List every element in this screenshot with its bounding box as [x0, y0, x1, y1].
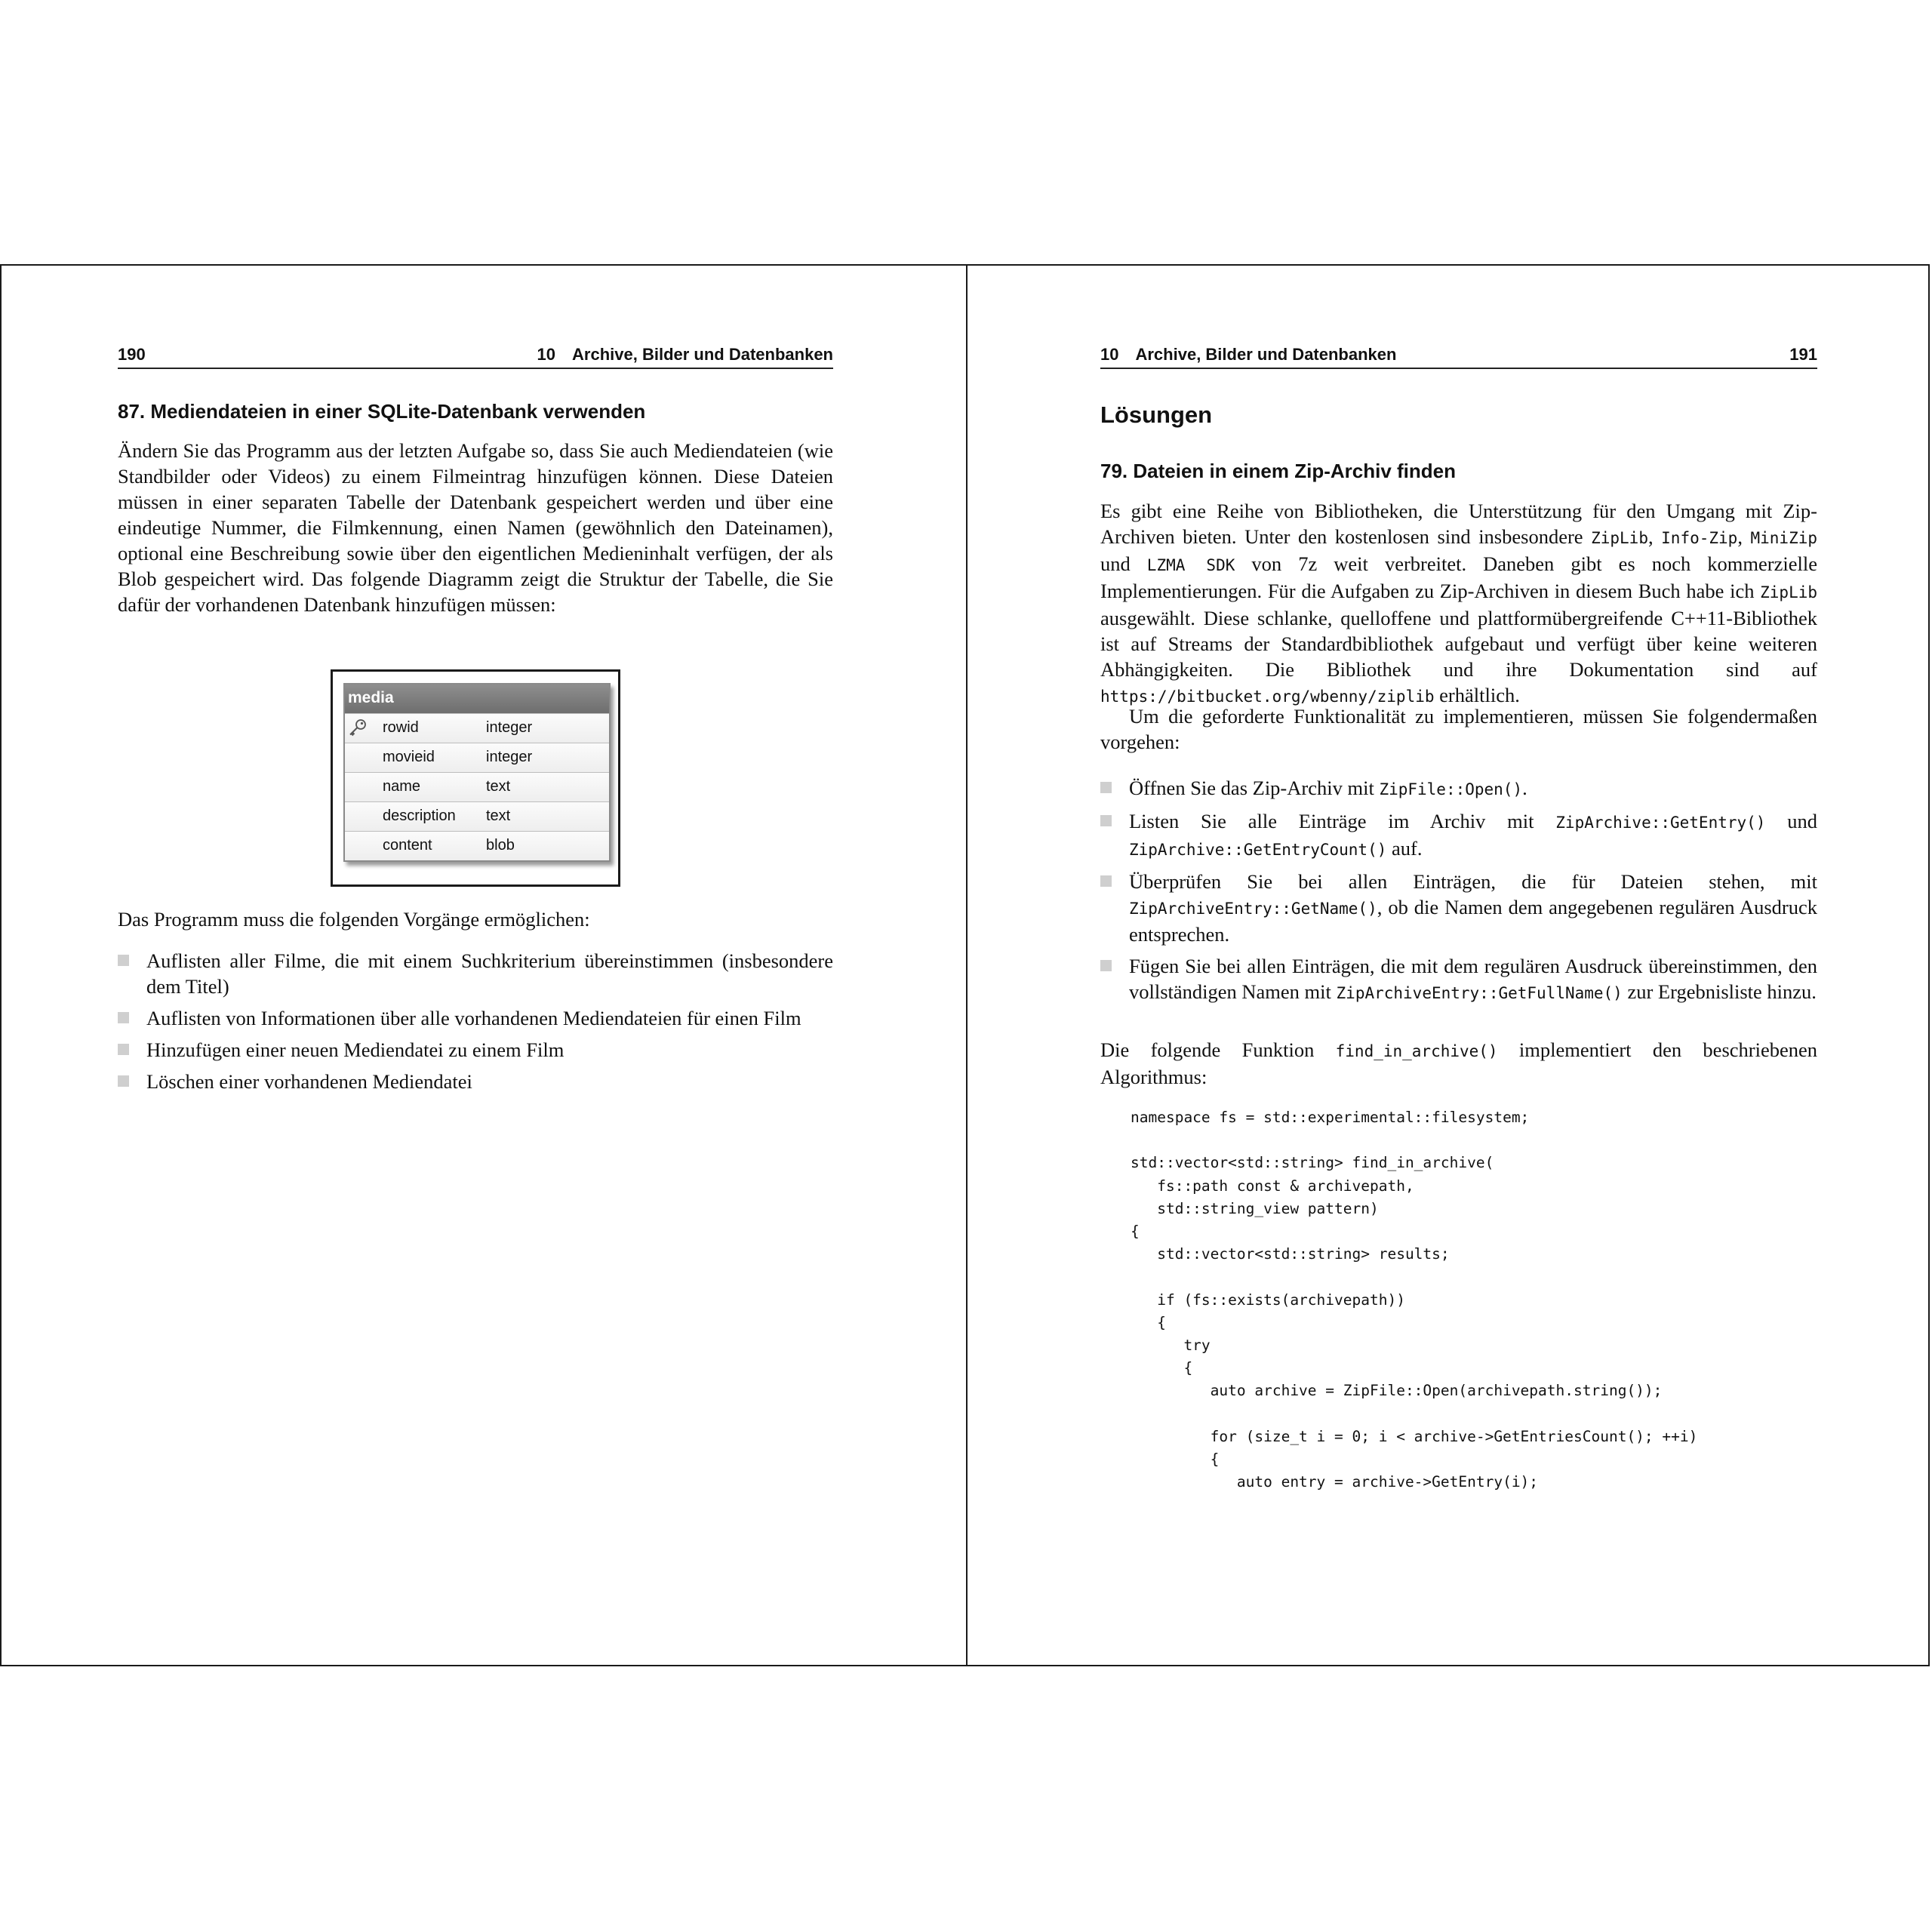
column-name: rowid — [383, 719, 419, 736]
bullet-square-icon — [118, 1075, 129, 1087]
list-item: Fügen Sie bei allen Einträgen, die mit dem regulären Ausdruck übereinstimmen, den vollständigen Namen mit ZipArchiveEntry::GetFullName() zur Ergebnisliste hinzu. — [1100, 953, 1817, 1006]
running-header — [1100, 337, 1817, 369]
chapter-title-text: Archive, Bilder und Datenbanken — [572, 345, 833, 364]
requirements-intro: Das Programm muss die folgenden Vorgänge ermöglichen: — [118, 908, 590, 931]
list-item: Überprüfen Sie bei allen Einträgen, die für Dateien stehen, mit ZipArchiveEntry::GetName(), ob die Namen dem angegebenen regulären Ausdruck entsprechen. — [1100, 869, 1817, 947]
column-name: movieid — [383, 749, 435, 765]
bullet-square-icon — [1100, 875, 1112, 887]
approach-paragraph: Um die geforderte Funktionalität zu implementieren, müssen Sie folgendermaßen vorgehen: — [1100, 705, 1817, 753]
list-item-text: Löschen einer vorhandenen Mediendatei — [146, 1070, 472, 1093]
list-item: Öffnen Sie das Zip-Archiv mit ZipFile::Open(). — [1100, 775, 1817, 802]
section-heading: 87. Mediendateien in einer SQLite-Datenbank verwenden — [118, 400, 646, 423]
function-intro: Die folgende Funktion find_in_archive() implementiert den beschriebenen Algorithmus: — [1100, 1038, 1817, 1088]
list-item-text: Auflisten von Informationen über alle vorhandenen Mediendateien für einen Film — [146, 1007, 801, 1029]
list-item — [118, 1037, 833, 1063]
media-table — [343, 683, 611, 862]
table-name: media — [345, 685, 609, 713]
left-page — [118, 266, 833, 1665]
intro-paragraph: Ändern Sie das Programm aus der letzten Aufgabe so, dass Sie auch Mediendateien (wie Standbilder oder Videos) zu einem Filmeintrag hinzufügen können. Diese Dateien müssen in einer separaten Tabelle der Datenbank gespeichert werden und über eine eindeutige Nummer, die Filmkennung, einen Namen (gewöhnlich den Dateinamen), optional eine Beschreibung sowie über den eigentlichen Medieninhalt verfügen, der als Blob gespeichert wird. Das folgende Diagramm zeigt die Struktur der Tabelle, die Sie dafür der vorhandenen Datenbank hinzufügen müssen: — [118, 439, 833, 616]
code-listing: namespace fs = std::experimental::filesystem; std::vector<std::string> find_in_archive( fs::path const & archivepath, std::string_view pattern) { std::vector<std::string> results; if (fs::exists(archivepath)) { try { auto archive = ZipFile::Open(archivepath.string()); for (size_t i = 0; i < archive->GetEntriesCount(); ++i) { auto entry = archive->GetEntry(i); — [1131, 1109, 1698, 1491]
chapter-title — [1100, 345, 1396, 365]
book-spread — [0, 264, 1930, 1666]
intro-paragraph: Es gibt eine Reihe von Bibliotheken, die Unterstützung für den Umgang mit Zip-Archiven bieten. Unter den kostenlosen sind insbesondere ZipLib, Info-Zip, MiniZip und LZMA SDK von 7z weit verbreitet. Daneben gibt es noch kommerzielle Implementierungen. Für die Aufgaben zu Zip-Archiven in diesem Buch habe ich ZipLib ausgewählt. Diese schlanke, quelloffene und plattformübergreifende C++11-Bibliothek ist auf Streams der Standardbibliothek aufgebaut und verfügt über keine weiteren Abhängigkeiten. Die Bibliothek und ihre Dokumentation sind auf https://bitbucket.org/wbenny/ziplib erhältlich. — [1100, 500, 1818, 706]
bullet-square-icon — [1100, 960, 1112, 971]
column-type: text — [486, 808, 511, 824]
column-type: blob — [486, 837, 515, 854]
list-item — [118, 1069, 833, 1094]
column-name: description — [383, 808, 456, 824]
list-item-text: Auflisten aller Filme, die mit einem Suchkriterium übereinstimmen (insbesondere dem Titel) — [146, 949, 833, 998]
steps-list — [1100, 775, 1817, 1012]
table-row — [345, 801, 609, 831]
chapter-number: 10 — [1100, 345, 1119, 364]
running-header — [118, 337, 833, 369]
column-name: name — [383, 778, 421, 795]
column-type: integer — [486, 749, 533, 765]
table-row — [345, 831, 609, 860]
primary-key-icon — [348, 718, 369, 737]
column-type: integer — [486, 719, 533, 736]
table-row — [345, 743, 609, 772]
bullet-square-icon — [1100, 782, 1112, 793]
list-item — [118, 1005, 833, 1031]
bullet-square-icon — [118, 955, 129, 966]
part-heading: Lösungen — [1100, 401, 1213, 428]
right-page — [1100, 266, 1817, 1665]
chapter-number: 10 — [537, 345, 556, 364]
section-heading: 79. Dateien in einem Zip-Archiv finden — [1100, 460, 1456, 482]
bullet-square-icon — [118, 1012, 129, 1023]
bullet-square-icon — [1100, 815, 1112, 826]
table-row — [345, 772, 609, 801]
list-item-text: Hinzufügen einer neuen Mediendatei zu einem Film — [146, 1038, 565, 1061]
page-number: 190 — [118, 345, 146, 364]
page-number: 191 — [1789, 345, 1817, 364]
column-name: content — [383, 837, 432, 854]
list-item — [118, 948, 833, 999]
column-type: text — [486, 778, 511, 795]
bullet-square-icon — [118, 1044, 129, 1055]
chapter-title — [537, 345, 833, 365]
requirements-list — [118, 948, 833, 1100]
table-row — [345, 713, 609, 743]
chapter-title-text: Archive, Bilder und Datenbanken — [1135, 345, 1397, 364]
list-item: Listen Sie alle Einträge im Archiv mit ZipArchive::GetEntry() und ZipArchive::GetEntryCount() auf. — [1100, 808, 1817, 863]
page-gutter — [966, 266, 968, 1665]
table-diagram — [331, 669, 620, 887]
